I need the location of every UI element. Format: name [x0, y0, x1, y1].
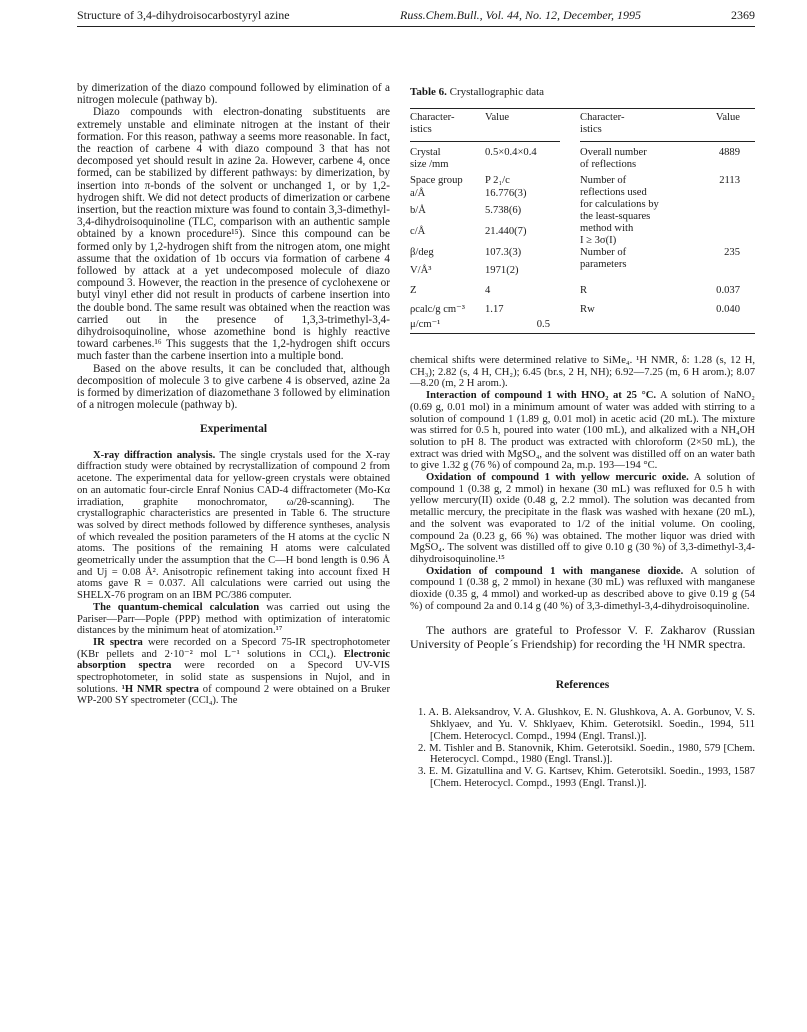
column-header: Value	[485, 112, 510, 123]
hgo-paragraph	[410, 472, 755, 566]
xray-paragraph	[77, 450, 390, 602]
acknowledgement: The authors are grateful to Professor V. F. Zakharov (Russian University of People´s Friendship) for recording the ¹H NMR spectra.	[410, 623, 755, 651]
run-in-heading: Electronic absorption spectra	[77, 648, 390, 672]
table-cell-characteristic: Space group	[410, 175, 463, 186]
qc-paragraph	[77, 602, 390, 637]
run-in-heading: Oxidation of compound 1 with yellow mercuric oxide.	[426, 472, 689, 484]
table-cell-value: 1.17	[485, 304, 504, 315]
table-cell-characteristic: Crystal size /mm	[410, 147, 449, 170]
run-in-heading: X-ray diffraction analysis.	[93, 449, 216, 461]
table-cell-value: P 2₁/c	[485, 175, 510, 186]
reference-item: 3. E. M. Gizatullina and V. G. Kartsev, Khim. Geterotsikl. Soedin., 1993, 1587 [Chem. Heterocycl. Compd., 1993 (Engl. Transl.)].	[418, 766, 755, 790]
table-cell-value: 21.440(7)	[485, 226, 527, 237]
table-cell-value: 0.037	[716, 285, 740, 296]
paragraph-body: The single crystals used for the X-ray diffraction study were obtained by recrystallization of compound 2 from acetone. The experimental data for yellow-green crystals were obtained on an automatic four-circle Enraf Nonius CAD-4 diffractometer (Mo-Kα irradiation, graphite monochromator, ω/2θ-scanning). The crystallographic characteristics are presented in Table 6. The structure was solved by direct methods followed by difference syntheses, analysis of which revealed the position parameters of the H atoms at the cyclic N atoms. The positions of the remaining H atoms were calculated geometrically under the assumption that the C—H bond length is 0.96 Å and Uj = 0.08 Å². Anisotropic refinement taking into account fixed H atoms gave R = 0.037. All calculations were carried out using the SHELX-76 program on an IBM PC/386 computer.	[77, 449, 391, 602]
paragraph-body: was carried out using the Pariser—Parr—Pople (PPP) method with optimization of interatomic distances by the minimum heat of atomization.¹⁷	[77, 601, 390, 637]
table-cell-value: 16.776(3)	[485, 188, 527, 199]
table-cell-value: 0.5×0.4×0.4	[485, 147, 537, 158]
reference-list	[410, 707, 755, 790]
column-header: Character- istics	[410, 112, 455, 135]
table-cell-value: 5.738(6)	[485, 205, 522, 216]
header-rule	[410, 141, 560, 142]
paragraph: by dimerization of the diazo compound followed by elimination of a nitrogen molecule (pathway b).	[77, 82, 390, 107]
paragraph-body: were recorded on a Specord UV-VIS spectrophotometer, in solid state as suspensions in Nujol, and in solutions.	[77, 660, 390, 695]
run-in-heading: Oxidation of compound 1 with manganese dioxide.	[426, 565, 684, 577]
page-number: 2369	[731, 8, 755, 22]
paragraph-body: A solution of NaNO₂ (0.69 g, 0.01 mol) in a minimum amount of water was added with stirring to a solution of compound 1 (1.89 g, 0.01 mol) in acetic acid (20 mL). The mixture was stirred for 0.5 h, poured into water (100 mL), and alkalized with a NH₄OH solution to pH 8. The product was extracted with chloroform (2×50 mL), the extract was dried with MgSO₄, and the solvent was distilled off on an water bath to give 1.32 g (76 %) of compound 2a, m.p. 193—194 °C.	[410, 390, 755, 472]
spectra-paragraph	[77, 637, 390, 707]
table-6	[410, 86, 755, 334]
section-heading-experimental: Experimental	[199, 423, 268, 436]
table-cell-characteristic: Z	[410, 285, 417, 296]
right-column	[410, 355, 755, 790]
page-header	[77, 8, 755, 27]
table-cell-characteristic: Number of parameters	[580, 247, 627, 270]
journal-citation: Russ.Chem.Bull., Vol. 44, No. 12, December, 1995	[400, 8, 641, 22]
run-in-heading: The quantum-chemical calculation	[93, 601, 260, 613]
reference-item: 2. M. Tishler and B. Stanovnik, Khim. Geterotsikl. Soedin., 1980, 579 [Chem. Heterocycl. Compd., 1980 (Engl. Transl.)].	[418, 742, 755, 766]
table-label: Table 6.	[410, 86, 447, 98]
table-bottom-rule	[410, 333, 755, 334]
mno2-paragraph	[410, 566, 755, 613]
table-grid	[410, 109, 755, 334]
table-cell-characteristic: c/Å	[410, 226, 426, 237]
paragraph-body: A solution of compound 1 (0.38 g, 2 mmol) in hexane (30 mL) was refluxed with manganese dioxide (0.35 g, 4 mmol) and worked-up as described above to give 0.19 g (54 %) of compound 2a and 0.14 g (40 %) of 3,3-dimethyl-3,4-dihydroisoquinoline.	[410, 565, 755, 612]
hno2-paragraph	[410, 390, 755, 472]
table-cell-characteristic: β/deg	[410, 247, 434, 258]
table-cell-value: 4	[485, 285, 491, 296]
table-cell-characteristic: R	[580, 285, 588, 296]
table-cell-characteristic: Number of reflections used for calculations by the least-squares method with I ≥ 3σ(I)	[580, 175, 659, 246]
table-caption-text: Crystallographic data	[446, 86, 545, 98]
table-cell-characteristic: a/Å	[410, 188, 426, 199]
table-cell-value: 1971(2)	[485, 265, 519, 276]
table-cell-characteristic: μ/cm⁻¹	[410, 319, 441, 330]
run-in-heading: Interaction of compound 1 with HNO₂ at 25 °C.	[426, 390, 657, 402]
table-cell-value: 0.5	[536, 319, 550, 330]
table-cell-value: 0.040	[716, 304, 740, 315]
table-cell-value: 2113	[719, 175, 740, 186]
paragraph: chemical shifts were determined relative to SiMe₄. ¹H NMR, δ: 1.28 (s, 12 H, CH₃); 2.82 (s, 4 H, CH₂); 6.45 (br.s, 2 H, NH); 6.92—7.25 (m, 6 H arom.); 8.07—8.20 (m, 2 H arom.).	[410, 355, 755, 390]
table-cell-characteristic: V/Å³	[410, 265, 432, 276]
column-header: Value	[715, 112, 740, 123]
paragraph: Diazo compounds with electron-donating substituents are extremely unstable and eliminate nitrogen at the instant of their formation. For this reason, pathway a seems more reasonable. In fact, the reaction of carbene 4 with diazo compound 3 that has not decomposed yet should result in azine 2a. However, carbene 4, once formed, can be stabilized by different pathways: by dimerization, by insertion into π-bonds of the solvent or unchanged 1, or by 1,2-hydrogen shift. We did not detect products of dimerization or carbene insertion, but the reaction mixture was found to contain 3,3-dimethyl-3,4-dihydroisoquinoline (TLC, comparison with an authentic sample obtained by a known procedure¹⁵). Since this compound can be formed only by 1,2-hydrogen shift from the nitrogen atom, one might assume that the oxidation of 1b occurs via formation of carbene 4 followed by attack at a yet undecomposed molecule of diazo compound 3. However, the reaction in the presence of cyclohexene or butyl vinyl ether did not result in products of carbene insertion into the double bond. The same result was obtained when the reaction was carried out in the presence of 1,3,3-trimethyl-3,4-dihydroisoquinoline, whose azomethine bond is highly reactive toward carbenes.¹⁶ This suggests that the 1,2-hydrogen shift occurs much faster than the carbene insertion into a multiple bond.	[77, 106, 390, 363]
table-cell-value: 107.3(3)	[485, 247, 522, 258]
table-cell-value: 4889	[718, 147, 740, 158]
paragraph: Based on the above results, it can be concluded that, although decomposition of molecule 3 to give carbene 4 is observed, azine 2a is formed by dimerization of diazomethane 3 followed by elimination of a nitrogen molecule (pathway b).	[77, 362, 390, 412]
table-cell-characteristic: ρcalc/g cm⁻³	[410, 304, 465, 315]
column-header: Character- istics	[580, 112, 625, 135]
table-cell-characteristic: Rw	[580, 304, 595, 315]
paragraph-body: were recorded on a Specord 75-IR spectrophotometer (KBr pellets and 2·10⁻² mol L⁻¹ solutions in CCl₄).	[77, 636, 390, 660]
reference-item: 1. A. B. Aleksandrov, V. A. Glushkov, E. N. Glushkova, A. A. Gorbunov, V. S. Shklyaev, and Yu. V. Shklyaev, Khim. Geterotsikl. Soedin., 1994, 511 [Chem. Heterocycl. Compd., 1994 (Engl. Transl.)].	[418, 707, 755, 742]
run-in-heading: IR spectra	[93, 636, 143, 648]
left-column	[77, 82, 390, 707]
references-heading: References	[555, 679, 610, 692]
run-in-heading: ¹H NMR spectra	[121, 683, 199, 695]
table-cell-value: 235	[724, 247, 740, 258]
running-title: Structure of 3,4-dihydroisocarbostyryl azine	[77, 8, 290, 22]
paragraph-body: of compound 2 were obtained on a Bruker WP-200 SY spectrometer (CCl₄). The	[77, 683, 390, 707]
table-caption	[410, 86, 755, 98]
header-rule	[580, 141, 755, 142]
paragraph-body: A solution of compound 1 (0.38 g, 2 mmol) in hexane (30 mL) was refluxed for 0.5 h with yellow mercury(II) oxide (0.48 g, 2.2 mmol). The solution was decanted from metallic mercury, the precipitate in the flask was washed with hexane (20 mL), and the solvent was evaporated to 1/2 of the initial volume. On cooling, compound 2a (0.23 g, 66 %) was obtained. The mother liquor was dried with MgSO₄. The solvent was distilled off to give 0.10 g (30 %) of 3,3-dimethyl-3,4-dihydroisoquinoline.¹⁵	[410, 472, 755, 565]
table-cell-characteristic: b/Å	[410, 205, 426, 216]
table-cell-characteristic: Overall number of reflections	[580, 147, 647, 170]
